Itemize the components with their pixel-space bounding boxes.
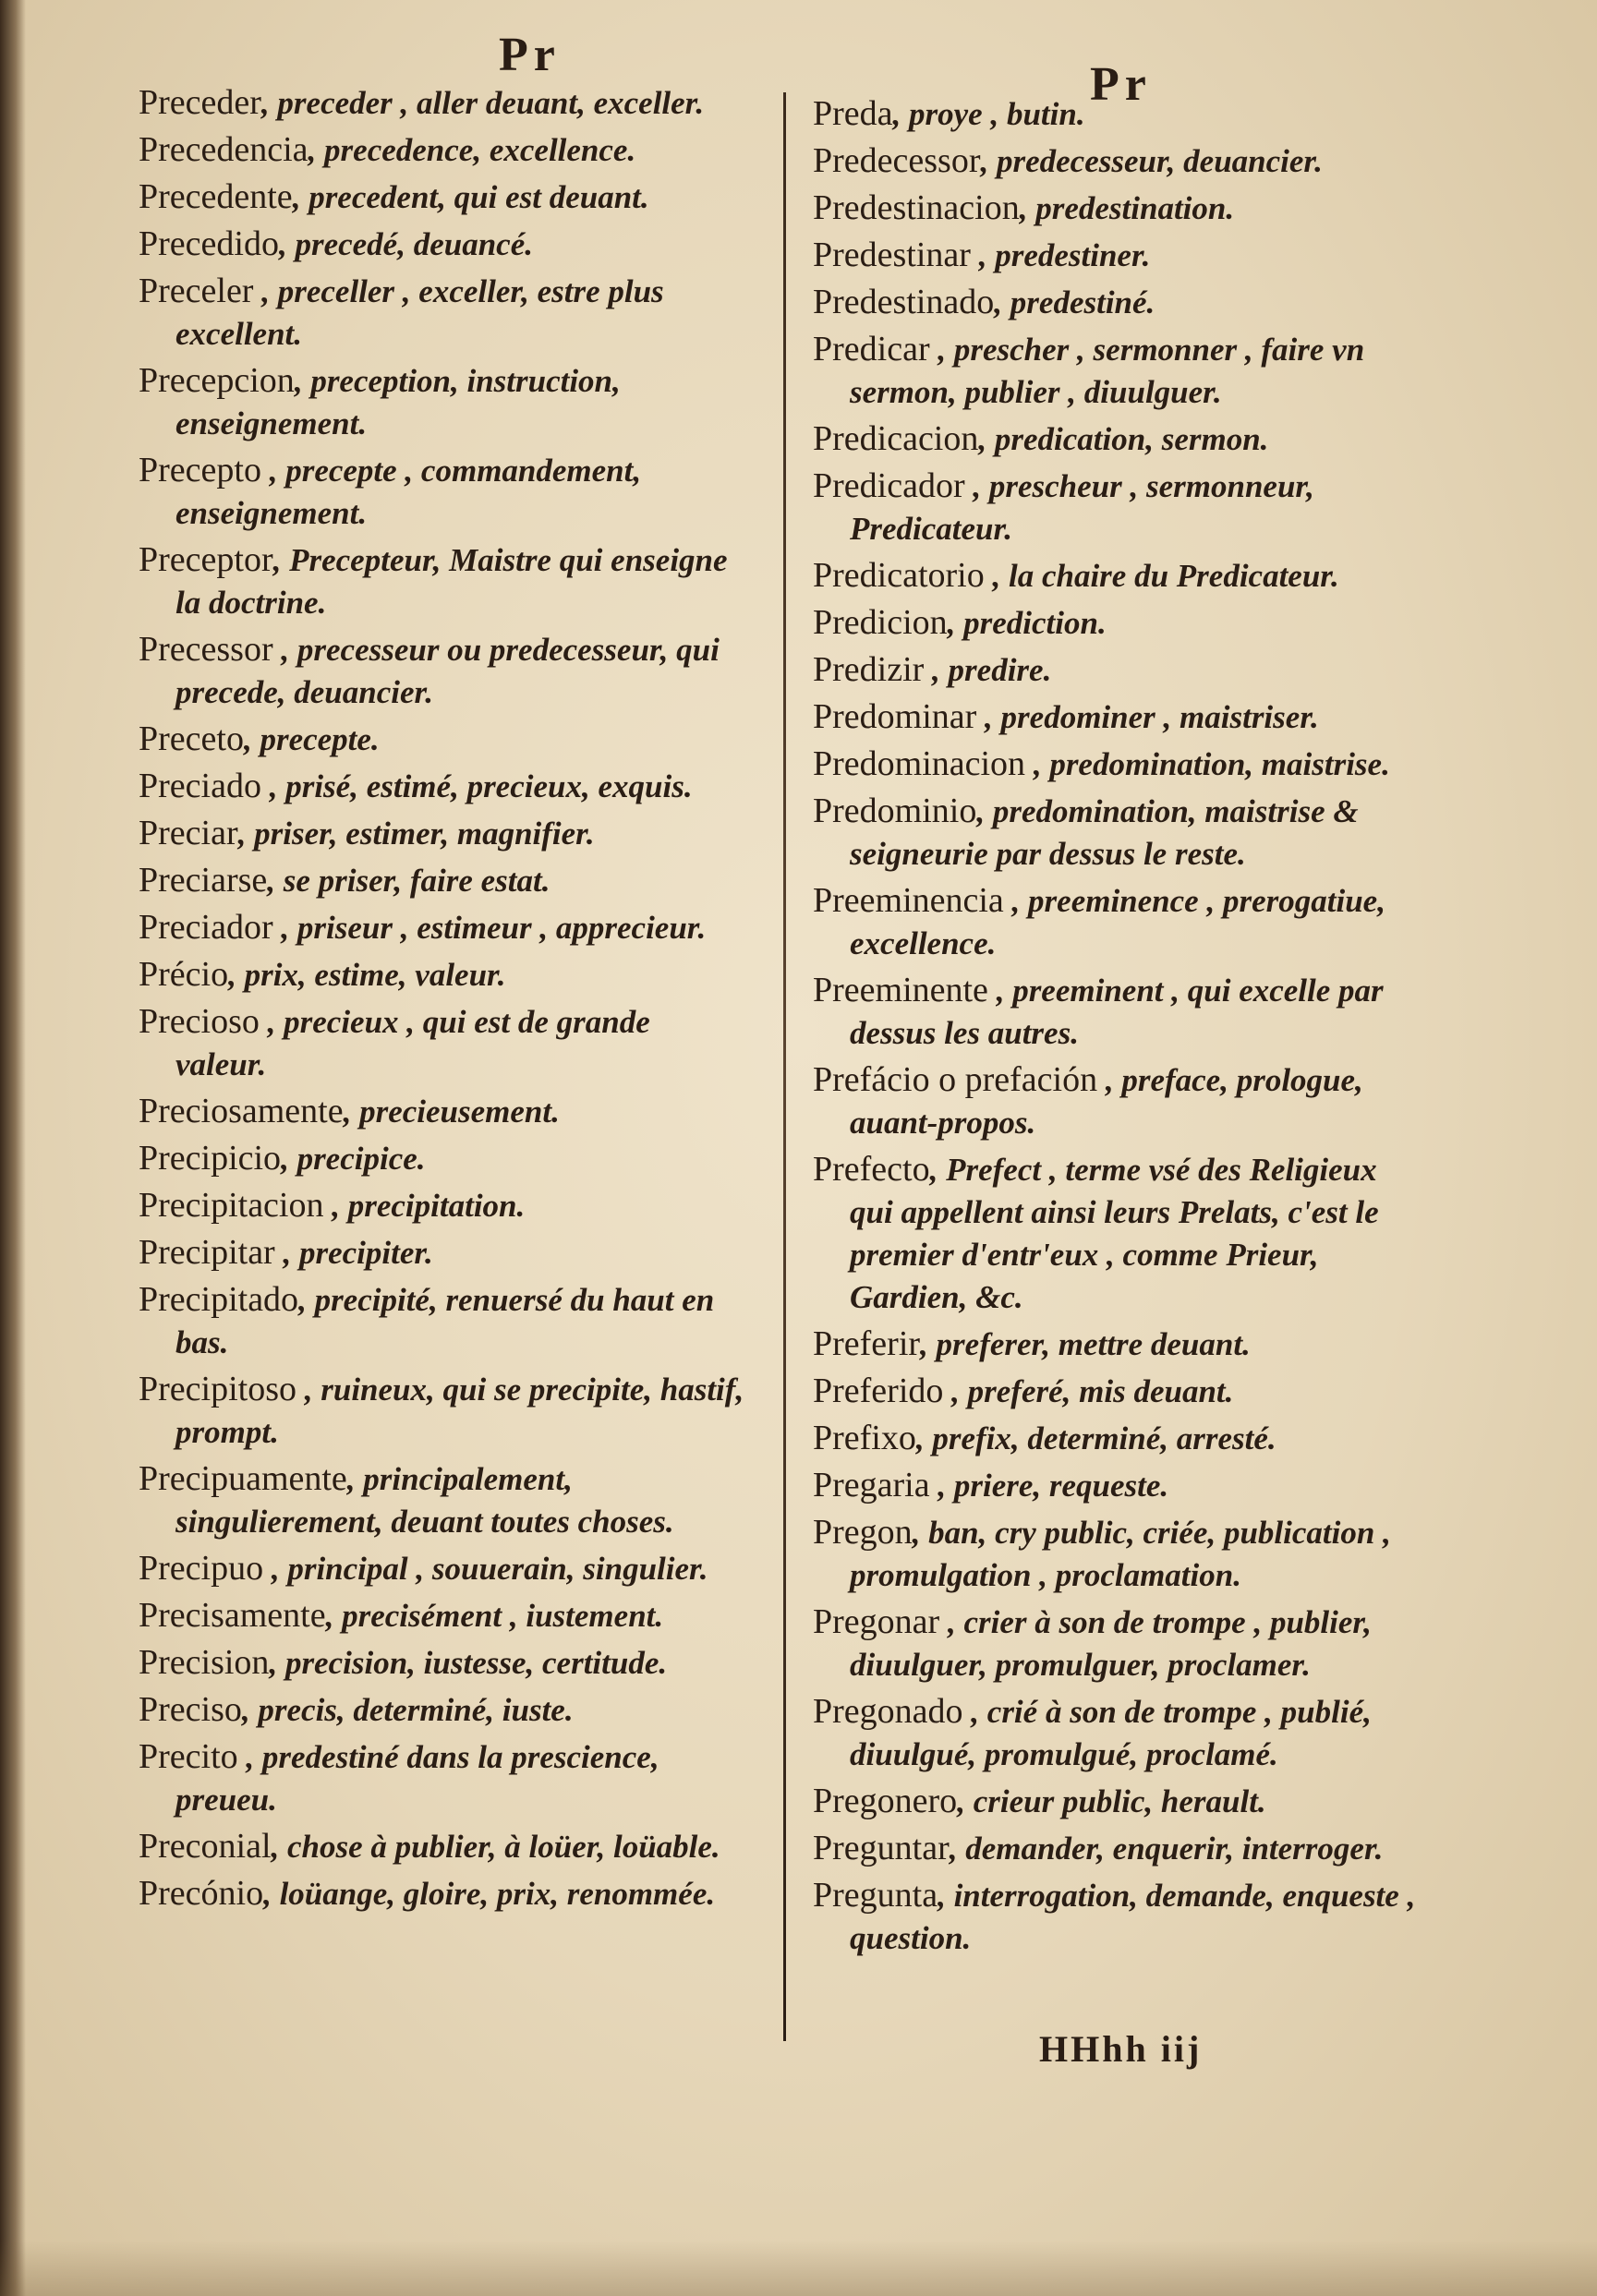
entry-definition: , precieux , qui est de grande valeur.	[175, 1004, 650, 1082]
entry-definition: , precepte , commandement, enseignement.	[175, 453, 642, 531]
signature-mark: HHhh iij	[1039, 2028, 1203, 2070]
dictionary-entry	[139, 859, 748, 902]
dictionary-entry	[139, 1184, 748, 1227]
dictionary-entry	[139, 628, 748, 714]
entry-definition: , crieur public, herault.	[957, 1783, 1266, 1819]
dictionary-entry	[813, 969, 1422, 1055]
dictionary-entry	[139, 270, 748, 356]
dictionary-entry	[813, 1874, 1422, 1960]
entry-headword: Precipitar	[139, 1233, 275, 1272]
dictionary-entry	[139, 1090, 748, 1133]
entry-definition: , ban, cry public, criée, publication , promulgation , proclamation.	[850, 1515, 1391, 1593]
dictionary-entry	[139, 1368, 748, 1454]
dictionary-entry	[139, 449, 748, 535]
dictionary-entry	[813, 1058, 1422, 1144]
entry-headword: Predicador	[813, 466, 965, 505]
entry-definition: , predecesseur, deuancier.	[980, 143, 1323, 179]
dictionary-entry	[813, 648, 1422, 692]
entry-definition: , precieusement.	[343, 1094, 560, 1130]
entry-headword: Precision	[139, 1643, 270, 1682]
entry-headword: Precedente	[139, 177, 293, 216]
dictionary-entry	[139, 128, 748, 172]
entry-definition: , precedent, qui est deuant.	[292, 179, 649, 215]
column-divider	[783, 92, 786, 2041]
entry-headword: Precessor	[139, 630, 273, 669]
entry-headword: Precipicio	[139, 1139, 282, 1178]
entry-headword: Precioso	[139, 1002, 260, 1041]
dictionary-entry	[813, 601, 1422, 645]
page-edge-shadow	[0, 2241, 1597, 2296]
dictionary-entry	[139, 1137, 748, 1180]
entry-headword: Preciar	[139, 814, 238, 852]
entry-definition: , proye , butin.	[892, 96, 1085, 132]
entry-definition: , interrogation, demande, enqueste , question.	[850, 1878, 1416, 1956]
entry-headword: Predicar	[813, 330, 930, 369]
dictionary-entry	[813, 1148, 1422, 1319]
dictionary-entry	[813, 743, 1422, 786]
entry-headword: Preciador	[139, 908, 273, 947]
left-column	[139, 81, 748, 1919]
entry-definition: , demander, enquerir, interroger.	[949, 1831, 1384, 1867]
entry-definition: , preceller , exceller, estre plus excellent.	[175, 273, 664, 352]
dictionary-entry	[813, 554, 1422, 598]
entry-definition: , priser, estimer, magnifier.	[237, 816, 595, 852]
dictionary-entry	[813, 1464, 1422, 1507]
dictionary-entry	[139, 812, 748, 855]
entry-definition: , predestiner.	[970, 237, 1151, 273]
entry-definition: , principal , souuerain, singulier.	[263, 1551, 708, 1587]
dictionary-entry	[813, 139, 1422, 183]
entry-definition: , prefix, determiné, arresté.	[915, 1420, 1276, 1456]
dictionary-entry	[813, 1601, 1422, 1686]
entry-definition: , precis, determiné, iuste.	[241, 1692, 574, 1728]
entry-headword: Precipitado	[139, 1280, 299, 1319]
entry-headword: Pregonado	[813, 1692, 963, 1731]
entry-headword: Preciarse	[139, 861, 268, 900]
entry-headword: Predominacion	[813, 744, 1026, 783]
entry-definition: , predestiné dans la prescience, preueu.	[175, 1739, 659, 1818]
entry-headword: Preferir	[813, 1324, 921, 1363]
book-spine-shadow	[0, 0, 26, 2296]
entry-definition: , preferé, mis deuant.	[943, 1373, 1234, 1409]
entry-definition: , prescher , sermonner , faire vn sermon, publier , diuulguer.	[850, 332, 1365, 410]
entry-definition: , priseur , estimeur , apprecieur.	[272, 910, 707, 946]
dictionary-entry	[139, 1825, 748, 1868]
dictionary-entry	[813, 234, 1422, 277]
dictionary-entry	[813, 281, 1422, 324]
dictionary-entry	[813, 1511, 1422, 1597]
dictionary-entry	[813, 695, 1422, 739]
entry-definition: , prescheur , sermonneur, Predicateur.	[850, 468, 1314, 547]
entry-headword: Preciso	[139, 1690, 242, 1729]
entry-headword: Precedencia	[139, 130, 309, 169]
entry-headword: Prefácio o prefación	[813, 1060, 1098, 1099]
dictionary-entry	[139, 538, 748, 624]
entry-definition: , preface, prologue, auant-propos.	[850, 1062, 1363, 1141]
entry-definition: , precedé, deuancé.	[278, 226, 533, 262]
entry-definition: , precipité, renuersé du haut en bas.	[175, 1282, 715, 1360]
dictionary-entry	[139, 1641, 748, 1685]
dictionary-entry	[139, 175, 748, 219]
entry-headword: Predicatorio	[813, 556, 985, 595]
entry-definition: , predire.	[924, 652, 1052, 688]
dictionary-entry	[139, 1735, 748, 1821]
entry-definition: , prix, estime, valeur.	[228, 957, 506, 993]
entry-headword: Preferido	[813, 1372, 944, 1410]
entry-headword: Preconial	[139, 1827, 272, 1866]
dictionary-entry	[139, 359, 748, 445]
running-header-left: Pr	[499, 29, 561, 81]
entry-definition: , preeminence , prerogatiue, excellence.	[850, 883, 1385, 961]
entry-headword: Preda	[813, 94, 893, 133]
entry-definition: , se priser, faire estat.	[267, 863, 550, 899]
entry-definition: , la chaire du Predicateur.	[984, 558, 1339, 594]
dictionary-entry	[813, 417, 1422, 461]
dictionary-entry	[139, 1688, 748, 1732]
entry-headword: Predicion	[813, 603, 948, 642]
entry-headword: Predizir	[813, 650, 925, 689]
entry-headword: Predestinar	[813, 236, 971, 274]
dictionary-entry	[139, 906, 748, 949]
entry-definition: , prediction.	[947, 605, 1107, 641]
dictionary-entry	[813, 1417, 1422, 1460]
entry-headword: Preciado	[139, 767, 261, 805]
entry-definition: , crié à son de trompe , publié, diuulgué, promulgué, proclamé.	[850, 1694, 1372, 1772]
entry-headword: Pregonar	[813, 1602, 940, 1641]
entry-headword: Precisamente	[139, 1596, 326, 1635]
entry-headword: Preceder	[139, 83, 261, 122]
entry-definition: , precesseur ou predecesseur, qui precede, deuancier.	[175, 632, 720, 710]
entry-headword: Precedido	[139, 224, 279, 263]
entry-definition: , precipiter.	[274, 1235, 433, 1271]
dictionary-entry	[813, 1323, 1422, 1366]
entry-headword: Predecessor	[813, 141, 981, 180]
entry-definition: , predestiné.	[994, 284, 1155, 320]
entry-definition: , prisé, estimé, precieux, exquis.	[260, 768, 693, 804]
entry-definition: , precepte.	[243, 721, 380, 757]
entry-definition: , preceder , aller deuant, exceller.	[260, 85, 705, 121]
dictionary-entry	[139, 1547, 748, 1590]
dictionary-entry	[139, 1231, 748, 1275]
entry-headword: Pregaria	[813, 1466, 930, 1504]
entry-headword: Precipuamente	[139, 1459, 347, 1498]
dictionary-entry	[139, 81, 748, 125]
entry-definition: , preception, instruction, enseignement.	[175, 363, 621, 441]
dictionary-entry	[139, 765, 748, 808]
dictionary-entry	[813, 1370, 1422, 1413]
entry-headword: Preeminencia	[813, 881, 1004, 920]
dictionary-entry	[139, 1278, 748, 1364]
dictionary-entry	[139, 718, 748, 761]
entry-headword: Predicacion	[813, 419, 979, 458]
entry-definition: , predomination, maistrise.	[1025, 746, 1390, 782]
entry-headword: Preceto	[139, 719, 244, 758]
entry-definition: , Prefect , terme vsé des Religieux qui appellent ainsi leurs Prelats, c'est le premier d'entr'eux , comme Prieur, Gardien, &c.	[850, 1152, 1379, 1315]
entry-headword: Predominar	[813, 697, 977, 736]
entry-definition: , predominer , maistriser.	[976, 699, 1319, 735]
dictionary-entry	[813, 879, 1422, 965]
entry-headword: Précio	[139, 955, 229, 994]
entry-definition: , precipice.	[281, 1141, 426, 1177]
entry-headword: Precipitacion	[139, 1186, 324, 1225]
entry-definition: , priere, requeste.	[929, 1468, 1169, 1504]
dictionary-entry	[813, 187, 1422, 230]
dictionary-entry	[813, 1827, 1422, 1870]
entry-headword: Precipitoso	[139, 1370, 296, 1408]
entry-headword: Predestinado	[813, 283, 995, 321]
entry-headword: Precepcion	[139, 361, 295, 400]
entry-headword: Pregon	[813, 1513, 913, 1552]
entry-definition: , predomination, maistrise & seigneurie par dessus le reste.	[850, 793, 1359, 872]
dictionary-entry	[139, 1872, 748, 1915]
entry-headword: Preeminente	[813, 971, 988, 1009]
dictionary-entry	[813, 790, 1422, 876]
dictionary-entry	[813, 328, 1422, 414]
dictionary-entry	[139, 1000, 748, 1086]
entry-headword: Preceptor	[139, 540, 273, 579]
dictionary-entry	[813, 1690, 1422, 1776]
running-header-right: Pr	[1090, 58, 1152, 111]
entry-headword: Precepto	[139, 451, 261, 489]
entry-definition: , Precepteur, Maistre qui enseigne la doctrine.	[175, 542, 728, 621]
entry-headword: Preguntar	[813, 1829, 950, 1867]
entry-headword: Preciosamente	[139, 1092, 344, 1130]
entry-headword: Predestinacion	[813, 188, 1020, 227]
right-column	[813, 92, 1422, 1964]
dictionary-entry	[139, 223, 748, 266]
dictionary-entry	[139, 1457, 748, 1543]
entry-definition: , crier à son de trompe , publier, diuulguer, promulguer, proclamer.	[850, 1604, 1372, 1683]
entry-definition: , chose à publier, à loüer, loüable.	[271, 1829, 720, 1865]
entry-definition: , preferer, mettre deuant.	[920, 1326, 1251, 1362]
entry-headword: Prefecto	[813, 1150, 930, 1189]
dictionary-entry	[139, 953, 748, 997]
entry-definition: , preeminent , qui excelle par dessus les autres.	[850, 973, 1384, 1051]
entry-headword: Preceler	[139, 272, 254, 310]
entry-headword: Precipuo	[139, 1549, 264, 1588]
dictionary-entry	[813, 465, 1422, 550]
entry-headword: Precónio	[139, 1874, 264, 1913]
entry-definition: , precisément , iustement.	[325, 1598, 664, 1634]
entry-headword: Pregonero	[813, 1782, 958, 1820]
entry-definition: , principalement, singulierement, deuant toutes choses.	[175, 1461, 674, 1540]
dictionary-entry	[139, 1594, 748, 1637]
entry-definition: , precedence, excellence.	[308, 132, 636, 168]
entry-definition: , predestination.	[1019, 190, 1235, 226]
entry-headword: Precito	[139, 1737, 238, 1776]
entry-headword: Predominio	[813, 792, 977, 830]
entry-headword: Prefixo	[813, 1419, 916, 1457]
dictionary-entry	[813, 92, 1422, 136]
entry-definition: , precision, iustesse, certitude.	[269, 1645, 668, 1681]
dictionary-entry	[813, 1780, 1422, 1823]
entry-definition: , loüange, gloire, prix, renommée.	[263, 1876, 716, 1912]
entry-definition: , ruineux, qui se precipite, hastif, prompt.	[175, 1372, 744, 1450]
entry-definition: , predication, sermon.	[978, 421, 1269, 457]
entry-definition: , precipitation.	[323, 1188, 526, 1224]
entry-headword: Pregunta	[813, 1876, 938, 1915]
